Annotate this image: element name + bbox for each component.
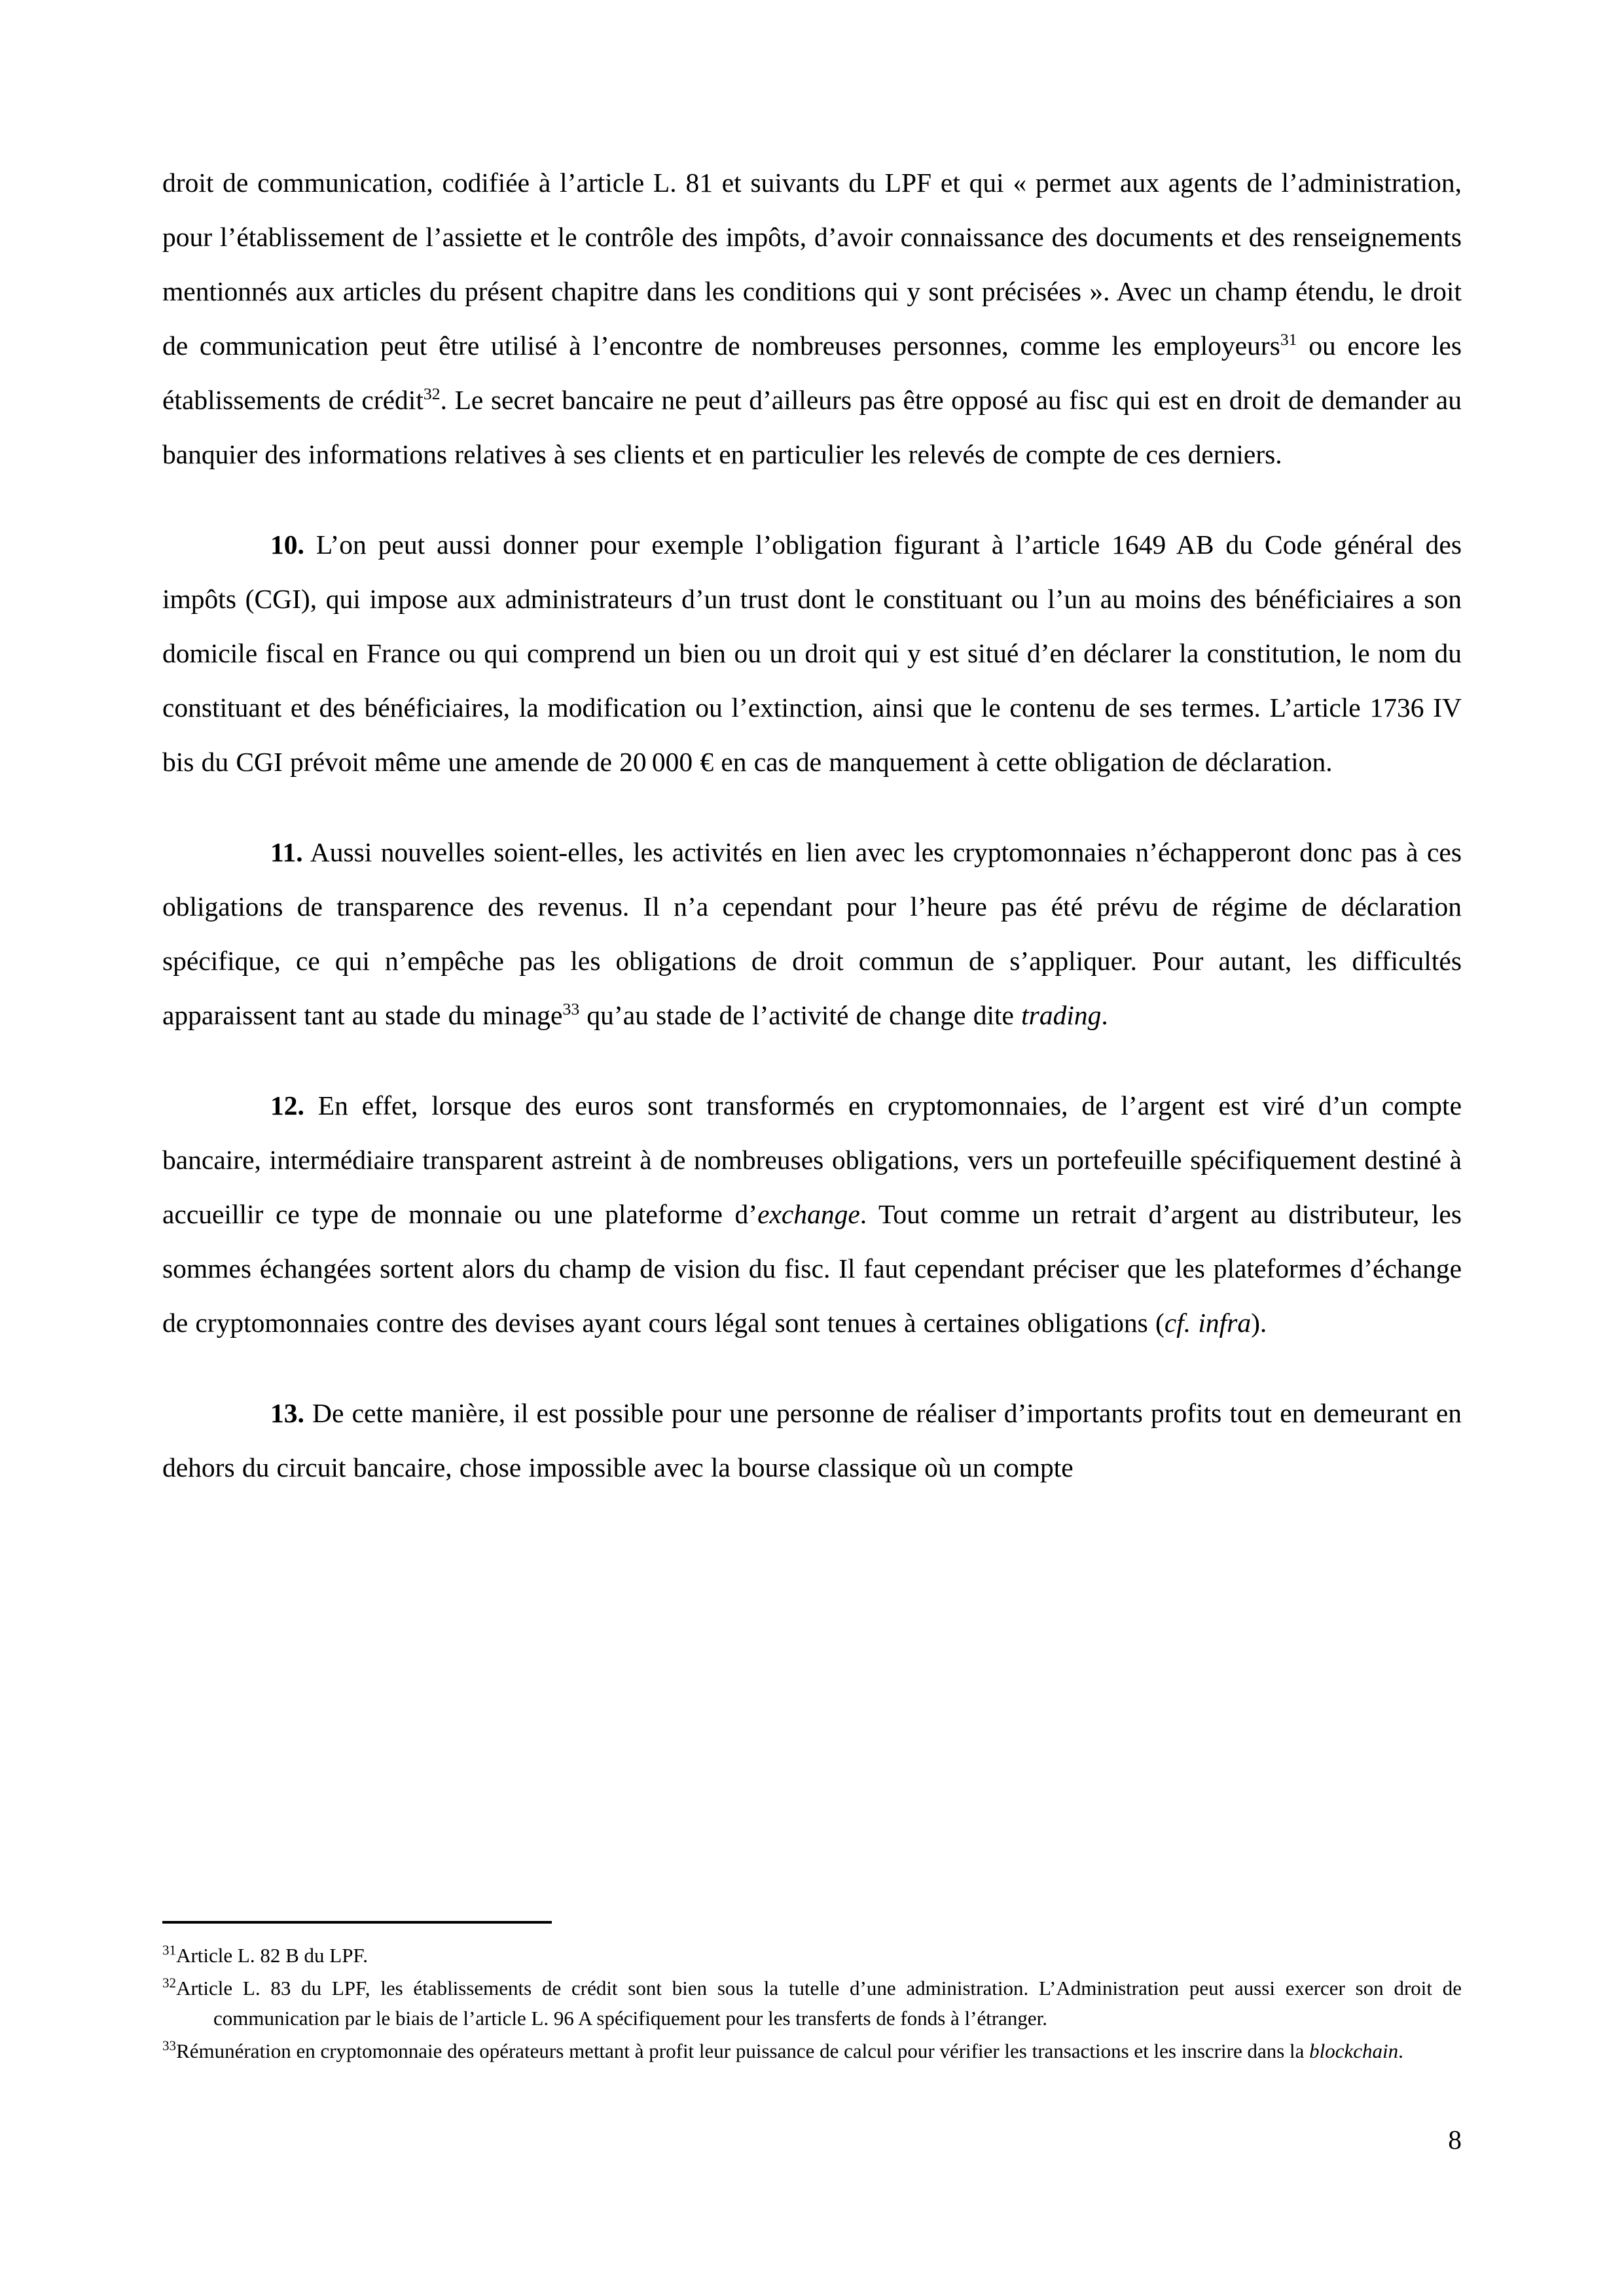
footnote-body: $^{32}$Article L. 83 du LPF, les établissements de crédit sont bien sous la tutelle d’une administration. L’Administration peut aussi exercer son droit de communication par le biais de l’article L. 96 A spécifiquement pour les transferts de fonds à l’étranger. [162,1975,1462,2030]
footnote-body: $^{33}$Rémunération en cryptomonnaie des opérateurs mettant à profit leur puissance de calcul pour vérifier les transactions et les inscrire dans la blockchain. [162,2037,1403,2062]
paragraph-number: 10. [270,529,304,560]
footnote-reference-33: 33 [562,999,580,1019]
footnote-list [162,1941,1462,2066]
footnote-32 [162,1973,1462,2034]
footnote-reference-31: 31 [1280,330,1297,350]
par-continuation: droit de communication, codifiée à l’article L. 81 et suivants du LPF et qui « permet aux agents de l’administration, pour l’établissement de l’assiette et le contrôle des impôts, d’avoir connaissance des documents et des renseignements mentionnés aux articles du présent chapitre dans les conditions qui y sont précisées ». Avec un champ étendu, le droit de communication peut être utilisé à l’encontre de nombreuses personnes, comme les employeurs$^{31}$ ou encore les établissements de crédit$^{32}$. Le secret bancaire ne peut d’ailleurs pas être opposé au fisc qui est en droit de demander au banquier des informations relatives à ses clients et en particulier les relevés de compte de ces derniers. [162,168,1462,469]
paragraph-number: 12. [270,1090,304,1121]
italic-term: trading [1021,1000,1102,1030]
par-11: 11. Aussi nouvelles soient-elles, les activités en lien avec les cryptomonnaies n’échapperont donc pas à ces obligations de transparence des revenus. Il n’a cependant pour l’heure pas été prévu de régime de déclaration spécifique, ce qui n’empêche pas les obligations de droit commun de s’appliquer. Pour autant, les difficultés apparaissent tant au stade du minage$^{33}$ qu’au stade de l’activité de change dite trading. [162,837,1462,1030]
par-12: 12. En effet, lorsque des euros sont transformés en cryptomonnaies, de l’argent est viré d’un compte bancaire, intermédiaire transparent astreint à de nombreuses obligations, vers un portefeuille spécifiquement destiné à accueillir ce type de monnaie ou une plateforme d’exchange. Tout comme un retrait d’argent au distributeur, les sommes échangées sortent alors du champ de vision du fisc. Il faut cependant préciser que les plateformes d’échange de cryptomonnaies contre des devises ayant cours légal sont tenues à certaines obligations (cf. infra). [162,1090,1462,1338]
italic-term: cf. infra [1164,1308,1252,1338]
body-text-column [162,156,1462,1495]
paragraph-number: 11. [270,837,303,867]
par-10: 10. L’on peut aussi donner pour exemple l’obligation figurant à l’article 1649 AB du Code général des impôts (CGI), qui impose aux administrateurs d’un trust dont le constituant ou l’un au moins des bénéficiaires a son domicile fiscal en France ou qui comprend un bien ou un droit qui y est situé d’en déclarer la constitution, le nom du constituant et des bénéficiaires, la modification ou l’extinction, ainsi que le contenu de ses termes. L’article 1736 IV bis du CGI prévoit même une amende de 20 000 € en cas de manquement à cette obligation de déclaration. [162,529,1462,777]
italic-term: blockchain [1309,2039,1399,2062]
footnote-marker-31: 31 [162,1942,177,1958]
footnote-marker-33: 33 [162,2037,177,2054]
footnote-31 [162,1941,1462,1971]
footnote-area [162,1921,1462,2066]
italic-term: exchange [757,1199,860,1229]
par-13: 13. De cette manière, il est possible pour une personne de réaliser d’importants profits tout en demeurant en dehors du circuit bancaire, chose impossible avec la bourse classique où un compte [162,1398,1462,1482]
footnote-reference-32: 32 [423,384,441,404]
page-number: 8 [1448,2125,1462,2155]
footnote-33 [162,2036,1462,2066]
footnote-body: $^{31}$Article L. 82 B du LPF. [162,1942,368,1967]
footnote-marker-32: 32 [162,1975,177,1991]
paragraph-number: 13. [270,1398,304,1428]
footnote-separator-rule [162,1921,552,1924]
